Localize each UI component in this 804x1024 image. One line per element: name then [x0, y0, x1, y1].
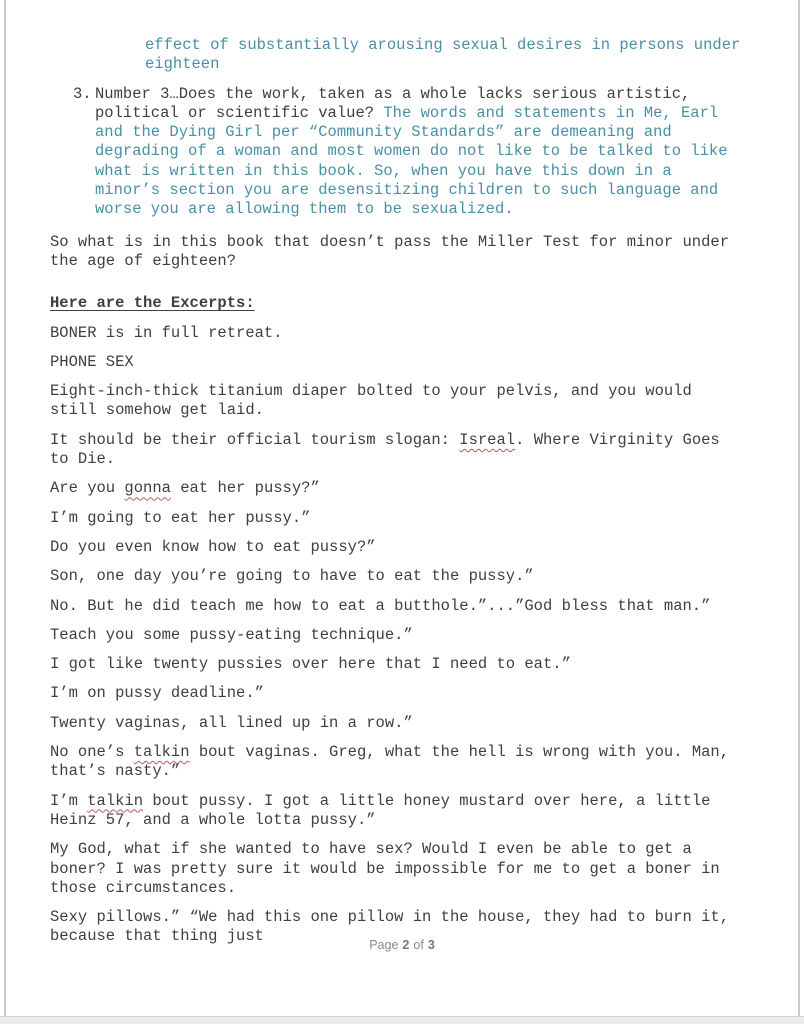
excerpt-paragraph [50, 684, 742, 703]
footer-total-pages: 3 [427, 938, 435, 952]
excerpt-paragraph [50, 840, 742, 898]
misspelled-word: gonna [124, 479, 171, 498]
excerpts-heading: Here are the Excerpts: [50, 294, 255, 313]
list-item-3-question: Number 3…Does the work, taken as a whole lacks serious artistic, political or scientific value? [95, 84, 691, 122]
excerpt-text: No one’s [50, 743, 134, 762]
page-footer [0, 938, 804, 952]
excerpt-text: BONER is in full retreat. [50, 323, 283, 342]
excerpt-text: It should be their official tourism slogan: [50, 430, 460, 449]
excerpt-paragraph [50, 792, 742, 831]
misspelled-word: talkin [87, 791, 144, 810]
footer-word-of: of [413, 938, 424, 952]
excerpt-text: I got like twenty pussies over here that I need to eat.” [50, 655, 571, 674]
excerpt-text: . Where Virginity Goes to Die. [50, 430, 720, 469]
excerpt-text: I’m on pussy deadline.” [50, 684, 264, 703]
excerpt-text: I’m going to eat her pussy.” [50, 508, 311, 527]
excerpt-text: Do you even know how to eat pussy?” [50, 537, 376, 556]
page-right-edge [798, 0, 800, 1016]
excerpt-text: My God, what if she wanted to have sex? Would I even be able to get a boner? I was pretty sure it would be impossible for me to get a boner in those circumstances. [50, 840, 720, 897]
excerpt-text: Sexy pillows.” “We had this one pillow in the house, they had to burn it, because that thing just [50, 908, 730, 946]
excerpt-paragraph [50, 655, 742, 674]
footer-word-page: Page [369, 938, 399, 952]
excerpt-text: bout pussy. I got a little honey mustard over here, a little Heinz 57, and a whole lotta pussy.” [50, 791, 711, 829]
miller-test-question-paragraph: So what is in this book that doesn’t pass the Miller Test for minor under the age of eighteen? [50, 232, 730, 270]
excerpt-list [50, 324, 742, 947]
excerpt-paragraph [50, 509, 742, 528]
excerpt-paragraph [50, 567, 742, 586]
excerpt-paragraph [50, 743, 742, 782]
excerpt-text: Twenty vaginas, all lined up in a row.” [50, 713, 413, 732]
excerpt-text: bout vaginas. Greg, what the hell is wrong with you. Man, that’s nasty.” [50, 743, 730, 781]
excerpt-text: I’m [50, 791, 88, 810]
list-item-3-commentary: The words and statements in Me, Earl and the Dying Girl per “Community Standards” are demeaning and degrading of a woman and most women do not like to be talked to like what is written in this book. So, when you have this down in a minor’s section you are desensitizing children to such language and worse you are allowing them to be sexualized. [95, 103, 728, 219]
excerpt-text: Are you [50, 479, 125, 498]
excerpt-paragraph [50, 538, 742, 557]
excerpt-text: Eight-inch-thick titanium diaper bolted to your pelvis, and you would still somehow get laid. [50, 382, 692, 420]
list-item-3-text [95, 85, 741, 220]
misspelled-word: talkin [133, 743, 190, 762]
excerpt-paragraph [50, 626, 742, 645]
excerpt-paragraph [50, 431, 742, 470]
misspelled-word: Isreal [459, 430, 516, 449]
excerpt-paragraph [50, 382, 742, 421]
excerpt-text: No. But he did teach me how to eat a butthole.”...”God bless that man.” [50, 596, 711, 615]
excerpt-text: PHONE SEX [50, 352, 134, 371]
excerpt-paragraph [50, 714, 742, 733]
footer-current-page: 2 [402, 938, 410, 952]
list-item-3 [73, 85, 742, 220]
excerpt-paragraph [50, 324, 742, 343]
excerpt-text: Teach you some pussy-eating technique.” [50, 625, 413, 644]
list-item-3-number: 3. [73, 84, 92, 103]
excerpt-text: Son, one day you’re going to have to eat the pussy.” [50, 567, 534, 586]
excerpt-paragraph [50, 597, 742, 616]
page-left-edge [4, 0, 6, 1016]
list-item2-continuation-text: effect of substantially arousing sexual desires in persons under eighteen [145, 36, 741, 74]
document-body [50, 36, 742, 957]
excerpt-paragraph [50, 479, 742, 498]
excerpt-text: eat her pussy?” [170, 479, 320, 498]
page-bottom-gap [0, 1016, 804, 1024]
excerpt-paragraph [50, 353, 742, 372]
